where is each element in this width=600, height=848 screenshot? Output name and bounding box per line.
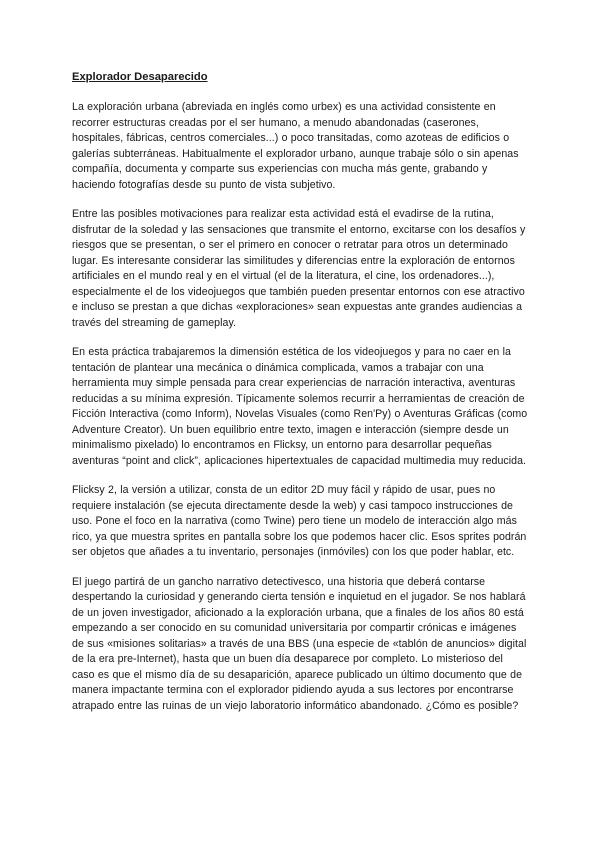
paragraph-motivations: Entre las posibles motivaciones para realizar esta actividad está el evadirse de la rutina, disfrutar de la soledad y las sensaciones que transmite el entorno, excitarse con los desafíos y riesgos que se presentan, o ser el primero en conocer o retratar para otros un determinado lugar. Es interesante considerar las similitudes y diferencias entre la exploración de entornos artificiales en el mundo real y en el virtual (el de la literatura, el cine, los ordenadores...), especialmente el de los videojuegos que también pueden presentar entornos con ese atractivo e incluso se prestan a que dichas «exploraciones» sean expuestas ante grandes audiencias a través del streaming de gameplay. — [72, 208, 526, 329]
paragraph-urbex-definition: La exploración urbana (abreviada en inglés como urbex) es una actividad consistente en recorrer estructuras creadas por el ser humano, a menudo abandonadas (caserones, hospitales, fábricas, centros comerciales...) o poco transitadas, como azoteas de edificios o galerías subterráneas. Habitualmente el explorador urbano, aunque trabaje sólo o sin apenas compañía, documenta y comparte sus experiencias con mucha más gente, grabando y haciendo fotografías desde su punto de vista subjetivo. — [72, 101, 519, 191]
paragraph-practice-tools: En esta práctica trabajaremos la dimensión estética de los videojuegos y para no caer en la tentación de plantear una mecánica o dinámica complicada, vamos a trabajar con una herramienta muy simple pensada para crear experiencias de narración interactiva, aventuras reducidas a su mínima expresión. Típicamente solemos recurrir a herramientas de creación de Ficción Interactiva (como Inform), Novelas Visuales (como Ren'Py) o Aventuras Gráficas (como Adventure Creator). Un buen equilibrio entre texto, imagen e interacción (siempre desde un minimalismo pixelado) lo encontramos en Flicksy, un entorno para desarrollar pequeñas aventuras “point and click”, aplicaciones hipertextuales de capacidad multimedia muy reducida. — [72, 346, 528, 467]
paragraph-flicksy: Flicksy 2, la versión a utilizar, consta de un editor 2D muy fácil y rápido de usar, pues no requiere instalación (se ejecuta directamente desde la web) y casi tampoco instrucciones de uso. Pone el foco en la narrativa (como Twine) pero tiene un modelo de interacción algo más rico, ya que muestra sprites en pantalla sobre los que podemos hacer clic. Esos sprites podrán ser objetos que añades a tu inventario, personajes (inmóviles) con los que poder hablar, etc. — [72, 484, 527, 558]
document-title: Explorador Desaparecido — [72, 71, 208, 83]
document-page — [72, 70, 528, 728]
paragraph-game-story: El juego partirá de un gancho narrativo detectivesco, una historia que deberá contarse despertando la curiosidad y generando cierta tensión e inquietud en el jugador. Se nos hablará de un joven investigador, aficionado a la exploración urbana, que a finales de los años 80 está empezando a ser conocido en su comunidad universitaria por compartir crónicas e imágenes de sus «misiones solitarias» a través de una BBS (una especie de «tablón de anuncios» digital de la era pre-Internet), hasta que un buen día desaparece por completo. Lo misterioso del caso es que el mismo día de su desaparición, aparece publicado un último documento que de manera impactante termina con el explorador pidiendo ayuda a sus lectores por encontrarse atrapado entre las ruinas de un viejo laboratorio informático abandonado. ¿Cómo es posible? — [72, 575, 527, 712]
